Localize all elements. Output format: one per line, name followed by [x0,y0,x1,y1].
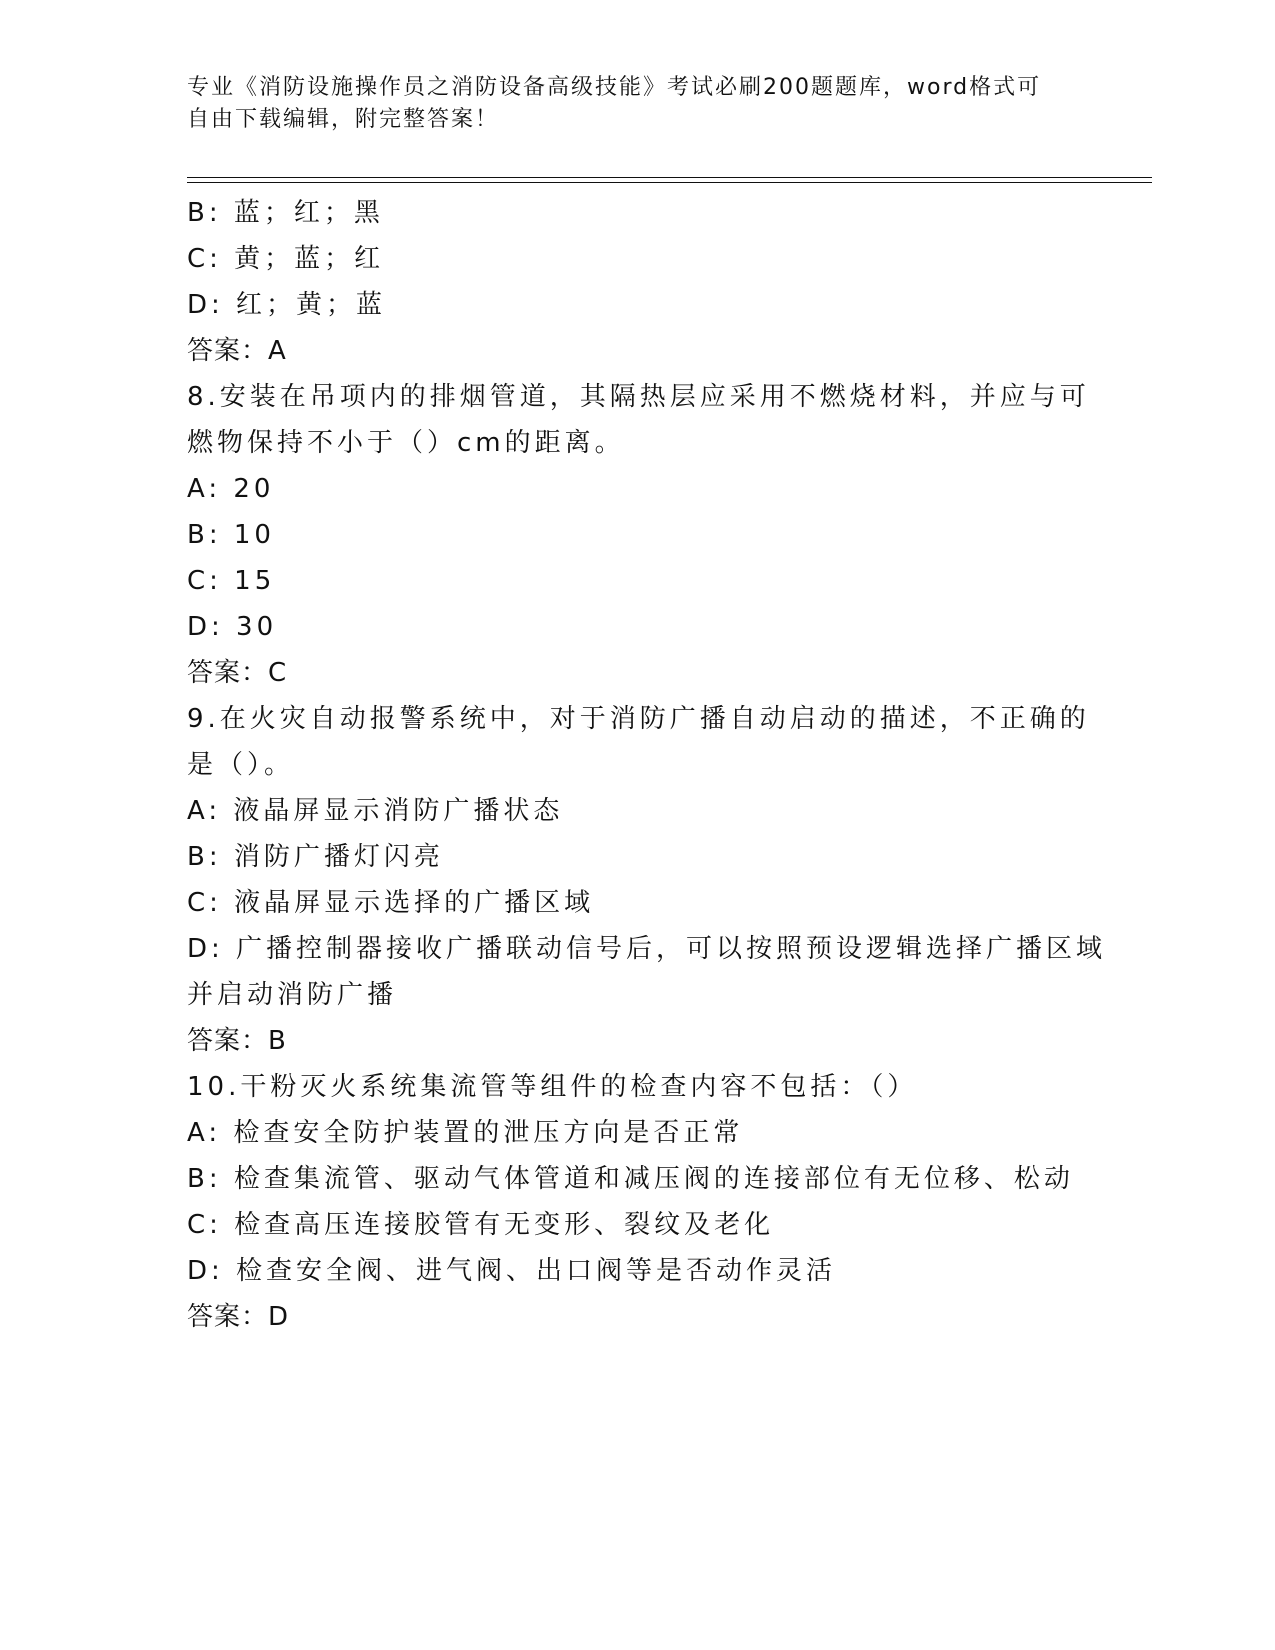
option-d: D: 检查安全阀、进气阀、出口阀等是否动作灵活 [187,1256,837,1286]
option-d: D: 30 [187,612,278,642]
question-text: 10.干粉灭火系统集流管等组件的检查内容不包括：（） [187,1072,918,1102]
question-block-8 [187,374,1090,696]
option-b: B: 消防广播灯闪亮 [187,842,444,872]
document-header [187,72,1067,136]
question-text: 9.在火灾自动报警系统中，对于消防广播自动启动的描述，不正确的 [187,704,1090,734]
header-line-1: 专业《消防设施操作员之消防设备高级技能》考试必刷200题题库，word格式可 [187,75,1042,100]
option-c: C: 黄；蓝；红 [187,244,385,274]
question-text: 8.安装在吊项内的排烟管道，其隔热层应采用不燃烧材料，并应与可 [187,382,1090,412]
header-rule-bottom [187,182,1152,183]
question-list [187,190,1107,1340]
question-text: 是（）。 [187,750,295,780]
header-line-2: 自由下载编辑，附完整答案！ [187,107,500,132]
question-block-7 [187,190,1087,374]
question-block-9 [187,696,1107,1064]
option-c: C: 15 [187,566,276,596]
option-c: C: 液晶屏显示选择的广播区域 [187,888,595,918]
option-b: B: 蓝；红；黑 [187,198,384,228]
option-d: D: 红；黄；蓝 [187,290,387,320]
option-c: C: 检查高压连接胶管有无变形、裂纹及老化 [187,1210,775,1240]
header-rule-top [187,177,1152,178]
option-a: A: 检查安全防护装置的泄压方向是否正常 [187,1118,744,1148]
answer-line: 答案：A [187,336,287,366]
question-block-10 [187,1064,1087,1340]
answer-line: 答案：D [187,1302,290,1332]
option-a: A: 20 [187,474,275,504]
option-a: A: 液晶屏显示消防广播状态 [187,796,564,826]
answer-line: 答案：B [187,1026,287,1056]
answer-line: 答案：C [187,658,288,688]
option-b: B: 10 [187,520,275,550]
question-text: 燃物保持不小于（）cm的距离。 [187,428,625,458]
option-b: B: 检查集流管、驱动气体管道和减压阀的连接部位有无位移、松动 [187,1164,1074,1194]
option-d: D: 广播控制器接收广播联动信号后，可以按照预设逻辑选择广播区域 [187,934,1107,964]
option-d-continued: 并启动消防广播 [187,980,398,1010]
